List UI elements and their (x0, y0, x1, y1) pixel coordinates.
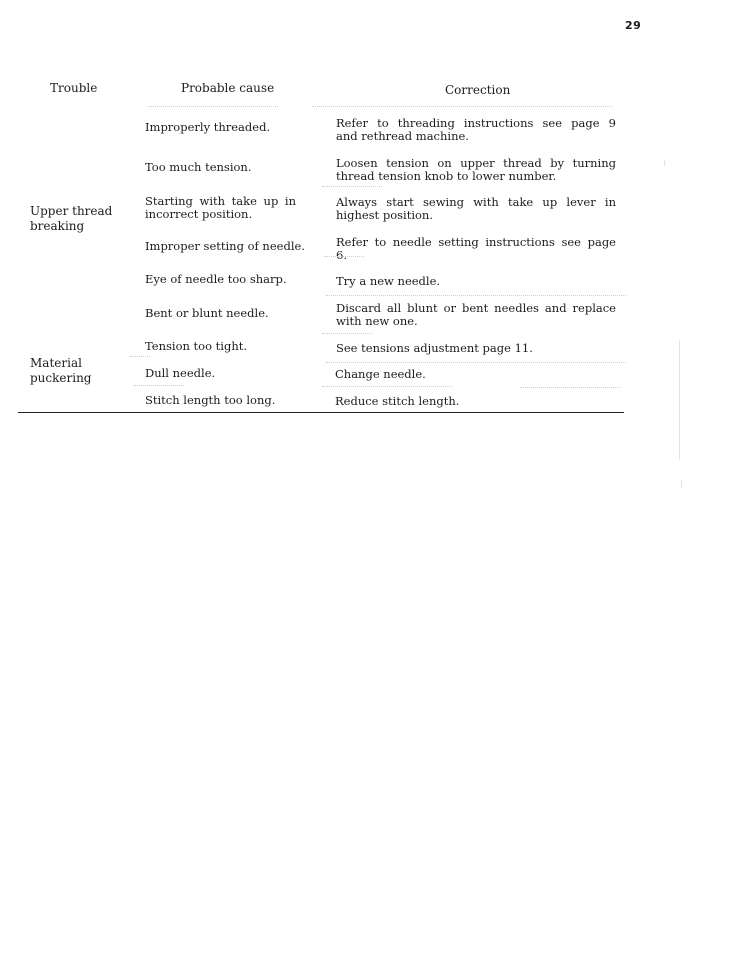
faint-row-rule (326, 295, 626, 296)
cause-line: Starting with take up in (145, 194, 296, 208)
trouble-line: Upper thread (30, 204, 113, 218)
table-row-correction (336, 302, 616, 327)
trouble-label-material-puckering (30, 356, 130, 386)
table-row-correction (335, 368, 615, 381)
table-row-cause (145, 340, 317, 353)
cause-line: Too much tension. (145, 160, 252, 174)
cause-line: Stitch length too long. (145, 393, 276, 407)
page-number: 29 (625, 19, 642, 32)
faint-row-rule (148, 106, 278, 107)
table-row-correction (335, 395, 615, 408)
table-header-trouble: Trouble (50, 81, 98, 95)
cause-line: Tension too tight. (145, 339, 248, 353)
table-row-correction (336, 236, 616, 261)
table-row-correction (336, 157, 616, 182)
correction-line: Discard all blunt or bent needles and replace (336, 301, 616, 315)
cause-line: Eye of needle too sharp. (145, 272, 287, 286)
correction-line: 6. (336, 247, 347, 262)
correction-line: Always start sewing with take up lever in (336, 195, 616, 209)
scan-speck (664, 160, 665, 166)
table-row-cause (145, 121, 317, 134)
cause-line: Dull needle. (145, 366, 216, 380)
cause-line: incorrect position. (145, 206, 253, 221)
correction-line: Loosen tension on upper thread by turning (336, 156, 616, 170)
correction-line: Try a new needle. (336, 274, 441, 288)
table-row-cause (145, 307, 317, 320)
table-header-cause: Probable cause (181, 81, 275, 95)
table-row-cause (145, 273, 317, 286)
correction-line: Refer to needle setting instructions see page (336, 235, 616, 249)
table-row-cause (145, 367, 317, 380)
table-row-correction (336, 275, 616, 288)
correction-line: Change needle. (335, 367, 426, 381)
scan-speck (681, 480, 682, 488)
correction-line: with new one. (336, 313, 418, 328)
table-row-correction (336, 342, 616, 355)
cause-line: Improper setting of needle. (145, 239, 305, 253)
trouble-line: breaking (30, 219, 85, 233)
table-row-correction (336, 196, 616, 221)
trouble-line: Material (30, 356, 82, 370)
table-bottom-rule (18, 412, 624, 413)
correction-line: Refer to threading instructions see page 9 (336, 116, 616, 130)
correction-line: See tensions adjustment page 11. (336, 341, 533, 355)
table-row-cause (145, 161, 317, 174)
faint-row-rule (312, 106, 612, 107)
faint-row-rule (322, 333, 372, 334)
correction-line: Reduce stitch length. (335, 394, 460, 408)
table-row-correction (336, 117, 616, 142)
faint-row-rule (322, 386, 452, 387)
faint-row-rule (322, 186, 382, 187)
table-row-cause (145, 394, 317, 407)
faint-row-rule (324, 256, 364, 257)
scan-speck (679, 340, 680, 460)
cause-line: Bent or blunt needle. (145, 306, 269, 320)
faint-row-rule (520, 387, 620, 388)
table-row-cause (145, 240, 317, 253)
correction-line: highest position. (336, 207, 433, 222)
table-header-correction: Correction (445, 83, 511, 97)
trouble-label-upper-thread-breaking (30, 204, 130, 234)
faint-row-rule (326, 362, 626, 363)
table-row-cause (145, 195, 317, 220)
correction-line: thread tension knob to lower number. (336, 168, 557, 183)
cause-line: Improperly threaded. (145, 120, 271, 134)
faint-row-rule (130, 356, 150, 357)
trouble-line: puckering (30, 371, 92, 385)
correction-line: and rethread machine. (336, 128, 469, 143)
faint-row-rule (134, 385, 184, 386)
